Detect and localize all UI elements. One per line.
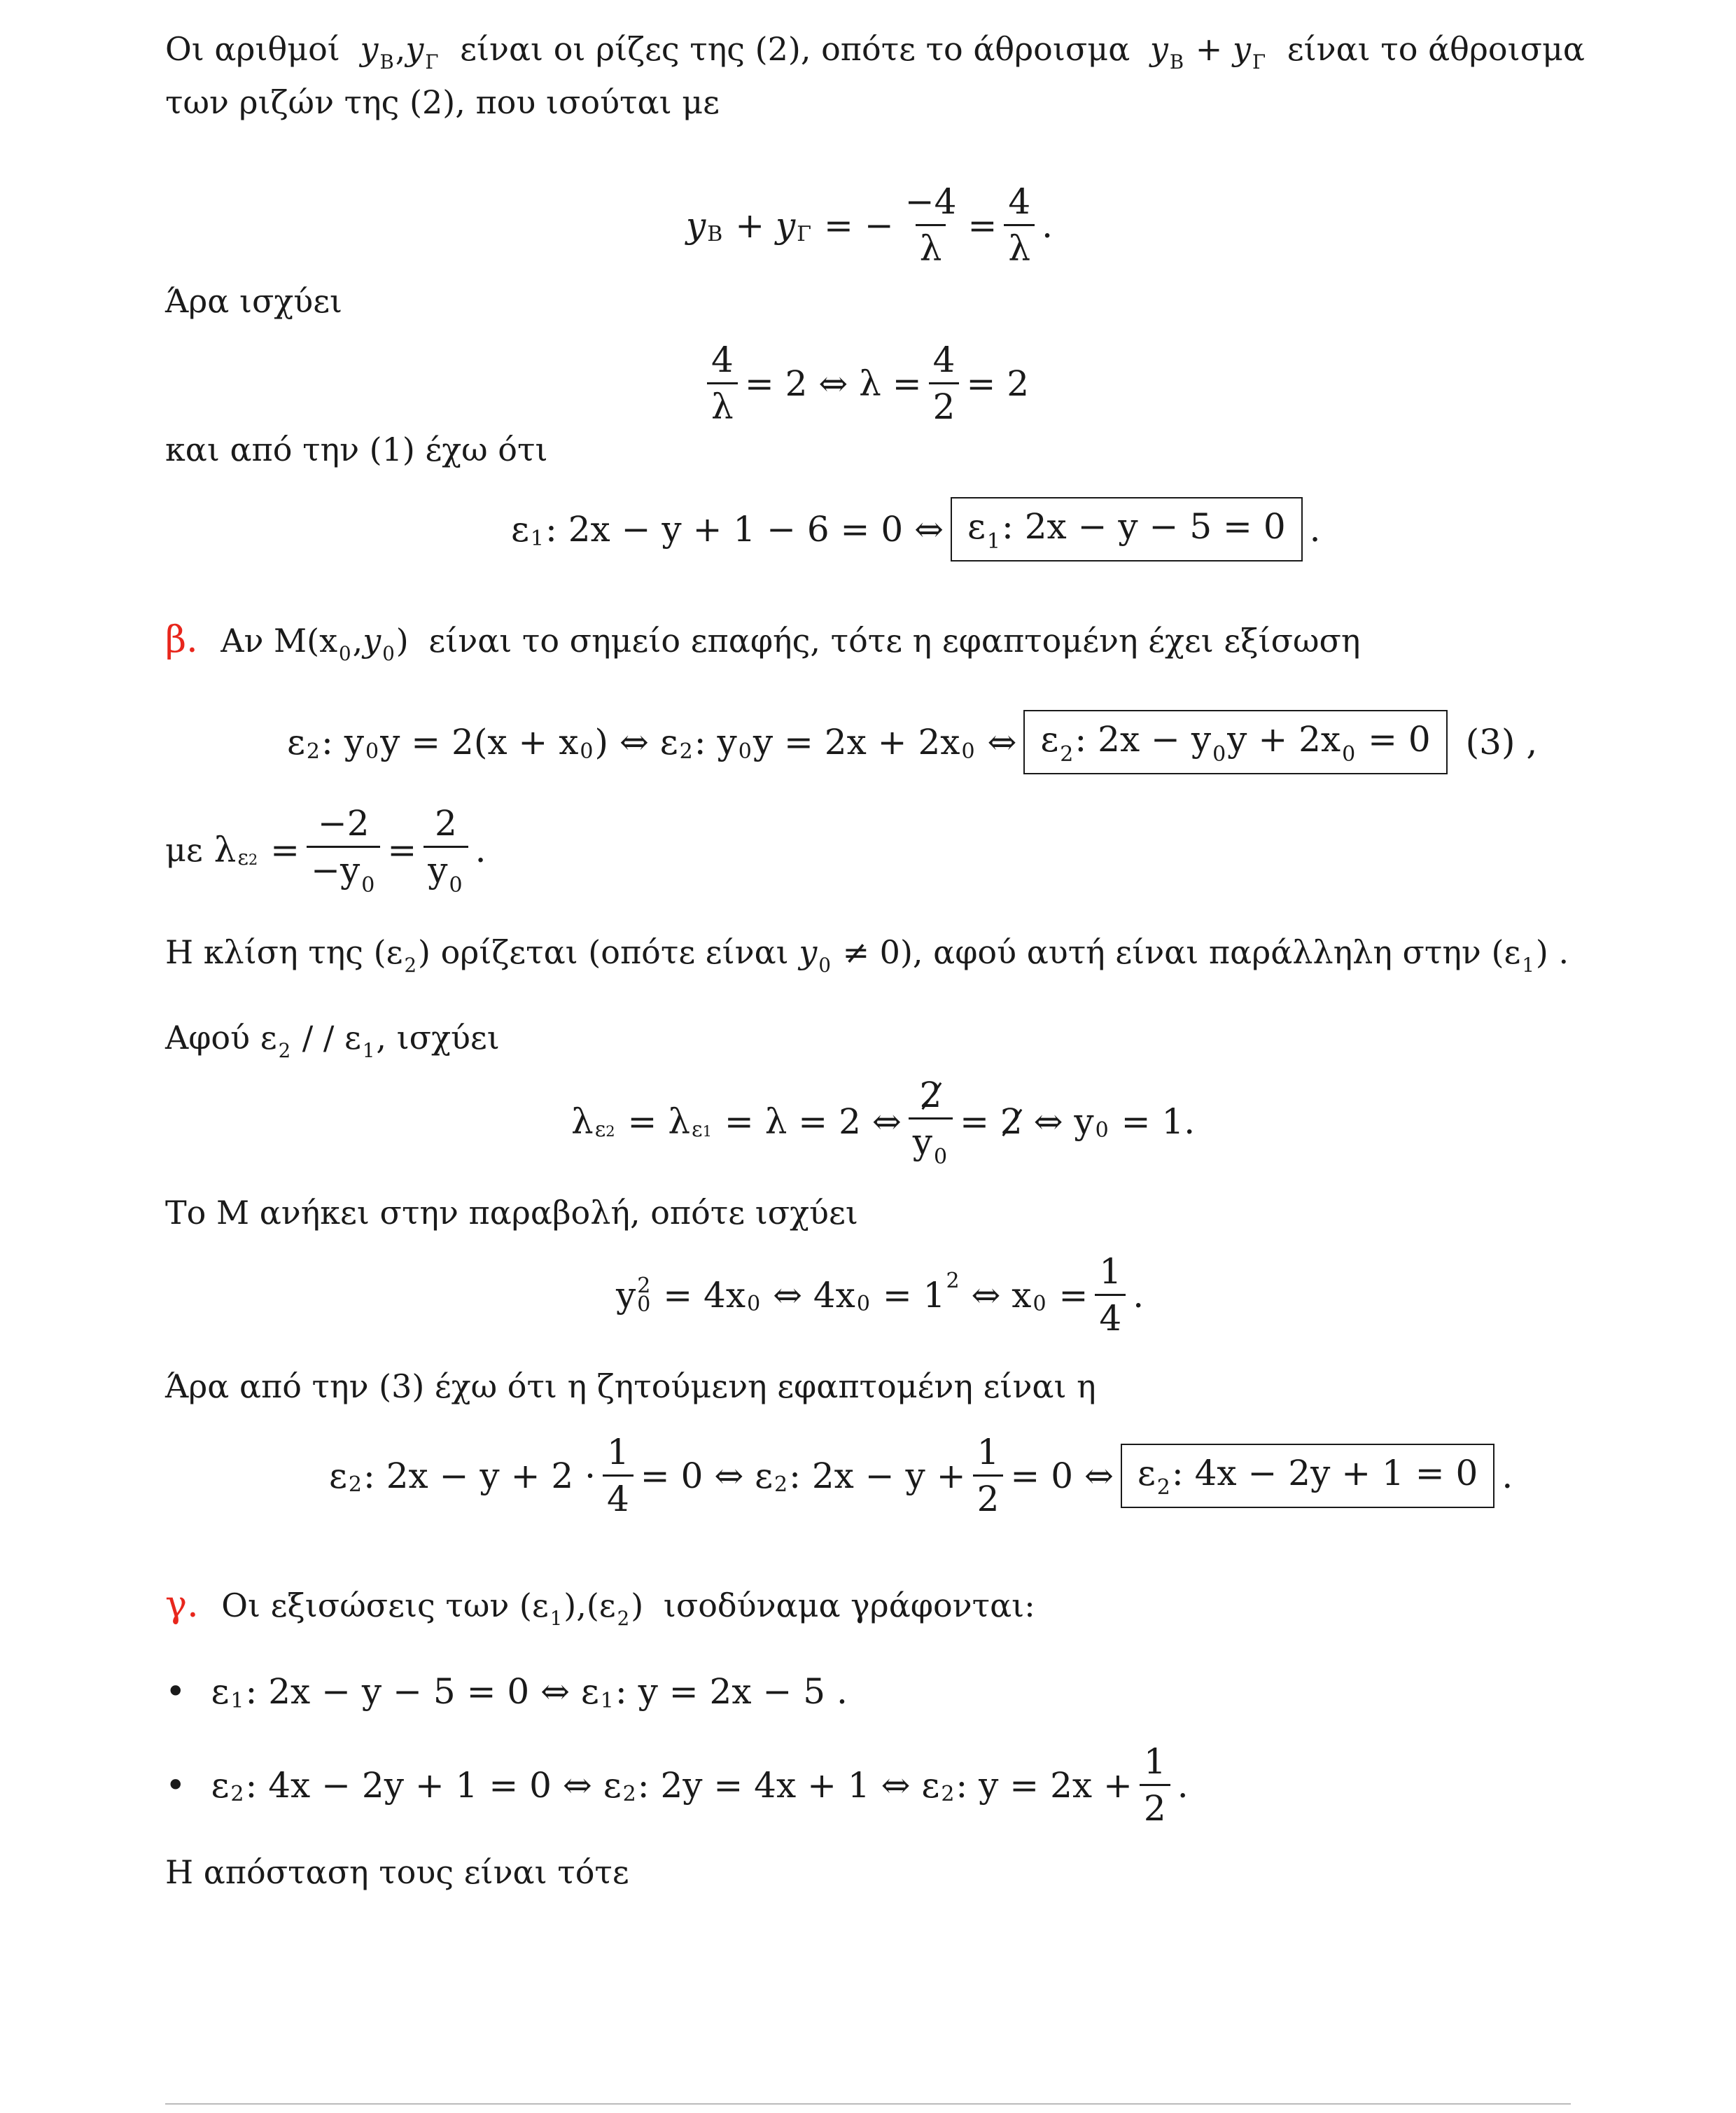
denominator: λ bbox=[1004, 224, 1035, 267]
bullet-item-1 bbox=[165, 1671, 848, 1713]
math-sub: 2 bbox=[679, 739, 693, 764]
numerator: 1 bbox=[976, 1432, 1000, 1472]
math-var: ε bbox=[755, 1455, 774, 1496]
math-sub: 2 bbox=[348, 1472, 362, 1497]
math-sym: . bbox=[1177, 1764, 1189, 1806]
math-sym: = bbox=[270, 829, 300, 870]
text-run: και από την (1) έχω ότι bbox=[165, 431, 548, 468]
math-sym: , bbox=[395, 30, 406, 68]
math-sym: = bbox=[892, 363, 922, 404]
math-expr: : 2x − y + bbox=[789, 1455, 966, 1496]
text-run: Οι αριθμοί bbox=[165, 30, 340, 68]
denominator bbox=[909, 1117, 953, 1169]
math-sub: 0 bbox=[933, 1144, 948, 1169]
denominator: 4 bbox=[1095, 1294, 1126, 1337]
math-sym: = bbox=[798, 1101, 828, 1142]
denominator: λ bbox=[707, 382, 738, 425]
math-sym: . bbox=[1309, 509, 1321, 550]
text-run: είναι το άθροισμα bbox=[1287, 30, 1585, 68]
math-var: ε bbox=[598, 1587, 616, 1624]
math-sym: ⇔ bbox=[562, 1764, 592, 1806]
math-var: y bbox=[405, 30, 424, 68]
text-run: ορίζεται (οπότε είναι bbox=[440, 933, 789, 971]
math-sym: ⇔ bbox=[619, 722, 649, 762]
math-var: y bbox=[912, 1122, 932, 1162]
section-gamma: γ. Οι εξισώσεις των $(\varepsilon_1),(\varepsilon_2)$ ισοδύναμα γράφονται: bbox=[165, 1584, 1035, 1631]
math-sym: = bbox=[1010, 1455, 1040, 1496]
math-sub: Β bbox=[379, 50, 394, 74]
numerator: −2 bbox=[317, 803, 370, 844]
paragraph-sum bbox=[165, 81, 720, 123]
math-sub: 0 bbox=[961, 739, 975, 764]
math-expr: ≠ 0 bbox=[842, 933, 900, 971]
paragraph-slope: Η κλίση της $(\varepsilon_2)$ ορίζεται (οπότε είναι $y_0 \ne 0$), αφού αυτή είναι παράλληλη στην $(\varepsilon_1)$ . bbox=[165, 933, 1569, 977]
equation-y0 bbox=[571, 1075, 1196, 1169]
fraction bbox=[929, 342, 960, 425]
paragraph-therefore bbox=[165, 280, 342, 322]
math-sub bbox=[237, 837, 258, 881]
text-run: Άρα ισχύει bbox=[165, 282, 343, 320]
equation-x0 bbox=[616, 1253, 1144, 1337]
fraction bbox=[1004, 183, 1035, 267]
numerator: 1 bbox=[1143, 1741, 1166, 1782]
bullet-icon: • bbox=[165, 1764, 186, 1806]
text-run: Η απόσταση τους είναι τότε bbox=[165, 1853, 629, 1891]
numerator: 2 bbox=[435, 803, 457, 844]
paragraph-roots bbox=[165, 28, 1585, 75]
denominator: 2 bbox=[1140, 1784, 1170, 1827]
math-sym: . bbox=[475, 829, 486, 870]
math-var: ε bbox=[967, 506, 986, 547]
math-expr: = 4x bbox=[663, 1274, 746, 1316]
math-var: y bbox=[360, 30, 379, 68]
math-sym: = bbox=[724, 1101, 754, 1142]
section-marker: γ. bbox=[165, 1584, 199, 1626]
math-var: y bbox=[799, 933, 818, 971]
numerator: 1 bbox=[606, 1432, 629, 1472]
math-sym: ⇔ bbox=[540, 1671, 570, 1712]
math-sub bbox=[595, 1109, 615, 1152]
math-sub: 0 bbox=[382, 642, 395, 666]
math-expr: ⇔ x bbox=[971, 1274, 1032, 1316]
boxed-result bbox=[951, 497, 1303, 562]
math-sup: 2 bbox=[946, 1269, 960, 1293]
math-sub: 1 bbox=[362, 1039, 375, 1063]
math-supsub bbox=[637, 1273, 651, 1317]
paragraph-tangent bbox=[165, 1365, 1096, 1407]
math-var: ε bbox=[211, 1764, 230, 1806]
math-sub: 2 bbox=[774, 1472, 788, 1497]
section-beta: β. Αν $M(x_0,y_0)$ είναι το σημείο επαφής, τότε η εφαπτομένη έχει εξίσωση bbox=[165, 619, 1361, 666]
math-sym: ) bbox=[594, 722, 609, 762]
math-sup: 2 bbox=[637, 1273, 651, 1298]
fraction bbox=[707, 342, 738, 425]
text-run: Οι εξισώσεις των bbox=[221, 1587, 510, 1624]
math-var: ε bbox=[1504, 933, 1521, 971]
text-run: είναι το σημείο επαφής, τότε η εφαπτομένη έχει εξίσωση bbox=[428, 622, 1361, 660]
equation-tangent bbox=[329, 1434, 1513, 1517]
math-sub: 2 bbox=[1156, 1475, 1170, 1500]
paragraph-from-1 bbox=[165, 428, 547, 470]
text-run: , ισχύει bbox=[376, 1019, 500, 1056]
text-run: Άρα από την (3) έχω ότι η ζητούμενη εφαπτομένη είναι η bbox=[165, 1367, 1096, 1405]
math-sub: 0 bbox=[738, 739, 752, 764]
text-run: ισοδύναμα γράφονται: bbox=[663, 1587, 1035, 1624]
math-sub: 1 bbox=[1522, 954, 1534, 977]
math-var: y bbox=[776, 204, 796, 246]
math-sub: 1 bbox=[986, 529, 1000, 554]
math-var: λ bbox=[668, 1101, 691, 1142]
math-sub: 1 bbox=[600, 1688, 614, 1713]
math-sub: 0 bbox=[1032, 1292, 1046, 1316]
math-var: ε bbox=[511, 509, 529, 550]
math-var: ε bbox=[344, 1019, 361, 1056]
paragraph-distance bbox=[165, 1851, 629, 1893]
numerator: −4 bbox=[904, 181, 957, 222]
math-expr: : y = 2x − 5 . bbox=[615, 1671, 848, 1712]
text-run: Αφού bbox=[165, 1019, 251, 1056]
math-var: ε bbox=[329, 1455, 347, 1496]
equation-ref: (3) , bbox=[1465, 722, 1538, 762]
numerator: 1 bbox=[1099, 1251, 1122, 1292]
math-var: ε bbox=[1040, 719, 1059, 760]
math-expr: = 0 bbox=[1357, 719, 1431, 760]
bullet-icon: • bbox=[165, 1671, 186, 1712]
math-sub bbox=[692, 1109, 712, 1152]
fraction bbox=[424, 803, 468, 898]
math-sub: 1 bbox=[230, 1688, 244, 1713]
boxed-result bbox=[1023, 710, 1447, 774]
math-sym: = bbox=[967, 204, 997, 246]
math-sub: Β bbox=[1169, 50, 1184, 74]
math-var: y bbox=[1149, 30, 1168, 68]
math-num: 2 bbox=[839, 1101, 861, 1142]
math-var: ε bbox=[386, 933, 403, 971]
math-sym: ⇔ bbox=[881, 1764, 911, 1806]
math-sym: = bbox=[960, 1101, 989, 1142]
math-var: ε bbox=[531, 1587, 549, 1624]
math-num: 0 bbox=[680, 1455, 704, 1496]
math-var: λ bbox=[571, 1101, 594, 1142]
math-sym: = bbox=[824, 204, 853, 246]
equation-epsilon2 bbox=[287, 710, 1537, 774]
math-var: y bbox=[363, 622, 382, 660]
math-sub: 2 bbox=[404, 954, 417, 977]
fraction bbox=[973, 1434, 1004, 1517]
equation-epsilon1 bbox=[511, 497, 1321, 562]
math-sub: 0 bbox=[747, 1292, 761, 1316]
math-sub: 2 bbox=[230, 1782, 244, 1806]
equation-lambda bbox=[700, 342, 1029, 425]
math-sym: = bbox=[627, 1101, 657, 1142]
math-expr: : y = 2x + bbox=[955, 1764, 1133, 1806]
text-run: Αν bbox=[220, 622, 264, 660]
math-sym: . bbox=[1133, 1274, 1144, 1316]
fraction bbox=[603, 1434, 634, 1517]
math-sub: 1 bbox=[550, 1607, 563, 1631]
math-sym: − bbox=[864, 204, 894, 246]
math-expr: : 2y = 4x + 1 bbox=[637, 1764, 870, 1806]
denominator bbox=[307, 846, 380, 898]
math-var: ε bbox=[659, 722, 678, 762]
math-sub: 0 bbox=[1095, 1118, 1109, 1143]
math-expr: y = 2x + 2x bbox=[752, 722, 960, 762]
math-var: y bbox=[616, 1274, 636, 1316]
math-sub: Γ bbox=[797, 222, 812, 246]
math-var: y bbox=[1074, 1101, 1094, 1142]
math-sym: ⇔ bbox=[714, 1455, 744, 1496]
text-run: είναι οι ρίζες της (2), οπότε το άθροισμα bbox=[460, 30, 1130, 68]
math-var: y bbox=[428, 850, 448, 891]
math-sym: ⇔ bbox=[1033, 1101, 1063, 1142]
text-run: Το Μ ανήκει στην παραβολή, οπότε ισχύει bbox=[165, 1194, 858, 1232]
math-sub: 0 bbox=[1212, 741, 1226, 767]
math-sym: ⇔ bbox=[872, 1101, 902, 1142]
math-var: ε bbox=[211, 1671, 230, 1712]
denominator: λ bbox=[916, 224, 946, 267]
boxed-result bbox=[1121, 1444, 1494, 1508]
fraction bbox=[909, 1075, 953, 1169]
math-sym: ⇔ bbox=[987, 722, 1017, 762]
math-expr: = 1. bbox=[1121, 1101, 1196, 1142]
math-expr: M(x bbox=[274, 622, 338, 660]
text-run: με bbox=[165, 830, 203, 869]
math-var: ε bbox=[237, 846, 248, 870]
math-expr: : 2x − y − 5 = 0 bbox=[245, 1671, 530, 1712]
math-sym: = bbox=[640, 1455, 670, 1496]
math-sub: 0 bbox=[361, 872, 375, 898]
math-num: 2 bbox=[785, 363, 808, 404]
section-marker: β. bbox=[165, 619, 198, 661]
math-var: ε bbox=[580, 1671, 599, 1712]
math-sym: ⇔ bbox=[914, 509, 944, 550]
fraction bbox=[1140, 1743, 1170, 1827]
math-var: λ bbox=[764, 1101, 788, 1142]
math-sym: = bbox=[744, 363, 774, 404]
denominator: 4 bbox=[603, 1474, 634, 1517]
footer-divider bbox=[165, 2103, 1571, 2105]
equation-slope bbox=[165, 803, 486, 898]
math-var: ε bbox=[692, 1117, 703, 1142]
math-var: ε bbox=[1137, 1452, 1156, 1493]
math-var: ε bbox=[594, 1117, 606, 1142]
math-sym: + bbox=[735, 204, 765, 246]
math-sub: 0 bbox=[818, 954, 831, 977]
math-sym: , bbox=[352, 622, 363, 660]
math-sub: 0 bbox=[637, 1292, 651, 1317]
math-sym: ⇔ bbox=[1084, 1455, 1114, 1496]
math-expr: : 4x − 2y + 1 = 0 bbox=[245, 1764, 552, 1806]
numerator: 4 bbox=[1008, 181, 1031, 222]
cancelled-number: 2 bbox=[1000, 1101, 1023, 1142]
math-sub: Γ bbox=[1252, 50, 1266, 74]
math-expr: ⇔ 4x bbox=[773, 1274, 855, 1316]
math-sub: 0 bbox=[365, 739, 379, 764]
math-var: λ bbox=[214, 829, 237, 870]
numerator: 4 bbox=[932, 340, 955, 380]
cancelled-number: 2 bbox=[919, 1075, 942, 1115]
math-sym: + bbox=[1195, 30, 1223, 68]
math-sub: 2 bbox=[617, 1607, 630, 1631]
math-sub: 1 bbox=[702, 1123, 712, 1140]
math-expr: : 2x − y bbox=[1074, 719, 1212, 760]
math-sub: 0 bbox=[1342, 741, 1356, 767]
math-expr: = 1 bbox=[882, 1274, 946, 1316]
text-run: των ριζών της (2), που ισούται με bbox=[165, 83, 720, 121]
math-var: ε bbox=[921, 1764, 940, 1806]
math-var: y bbox=[1232, 30, 1251, 68]
math-expr: : 4x − 2y + 1 = 0 bbox=[1171, 1452, 1478, 1493]
math-var: ε bbox=[603, 1764, 622, 1806]
math-sub: 1 bbox=[530, 526, 544, 551]
math-sym: = bbox=[387, 829, 417, 870]
math-num: 2 bbox=[1007, 363, 1030, 404]
math-expr: : 2x − y + 1 − 6 = 0 bbox=[545, 509, 904, 550]
math-sub: 2 bbox=[1060, 741, 1074, 767]
denominator: 2 bbox=[929, 382, 960, 425]
math-sym: = bbox=[966, 363, 996, 404]
math-sym: = bbox=[1058, 1274, 1088, 1316]
math-expr: y + 2x bbox=[1227, 719, 1341, 760]
math-sub: Γ bbox=[425, 50, 439, 74]
math-expr: : 2x − y + 2 · bbox=[363, 1455, 596, 1496]
paragraph-parallel bbox=[165, 1017, 500, 1064]
math-sub: 0 bbox=[856, 1292, 870, 1316]
numerator: 4 bbox=[711, 340, 734, 380]
denominator: 2 bbox=[973, 1474, 1004, 1517]
math-var: λ bbox=[859, 363, 881, 404]
text-run: Η κλίση της bbox=[165, 933, 364, 971]
equation-sum-roots bbox=[686, 183, 1053, 267]
math-sym: / / bbox=[302, 1019, 335, 1056]
math-sub: 2 bbox=[248, 851, 258, 868]
math-var: y bbox=[686, 204, 706, 246]
math-num: 0 bbox=[1051, 1455, 1074, 1496]
fraction bbox=[901, 183, 961, 267]
math-sub: 2 bbox=[278, 1039, 291, 1063]
bullet-item-2 bbox=[165, 1743, 1189, 1827]
math-expr: : y bbox=[694, 722, 737, 762]
math-var: ε bbox=[260, 1019, 277, 1056]
fraction bbox=[1095, 1253, 1126, 1337]
fraction bbox=[307, 803, 380, 898]
math-sub: Β bbox=[707, 222, 723, 246]
math-sub: 2 bbox=[622, 1782, 636, 1806]
math-var: −y bbox=[311, 850, 360, 891]
math-sub: 0 bbox=[449, 872, 463, 898]
numerator bbox=[916, 1077, 946, 1117]
math-sub: 2 bbox=[606, 1123, 615, 1140]
math-sym: ⇔ bbox=[818, 363, 848, 404]
denominator bbox=[424, 846, 468, 898]
math-expr: y = 2(x + x bbox=[380, 722, 579, 762]
math-sym: . bbox=[1042, 204, 1054, 246]
text-run: ), αφού αυτή είναι παράλληλη στην bbox=[899, 933, 1481, 971]
math-sub: 0 bbox=[339, 642, 351, 666]
math-expr: : y bbox=[321, 722, 364, 762]
math-var: ε bbox=[287, 722, 305, 762]
paragraph-parabola bbox=[165, 1192, 858, 1234]
math-sym: . bbox=[1502, 1455, 1513, 1496]
math-sub: 2 bbox=[941, 1782, 955, 1806]
math-sub: 2 bbox=[306, 739, 320, 764]
math-expr: : 2x − y − 5 = 0 bbox=[1001, 506, 1286, 547]
math-sub: 0 bbox=[580, 739, 594, 764]
